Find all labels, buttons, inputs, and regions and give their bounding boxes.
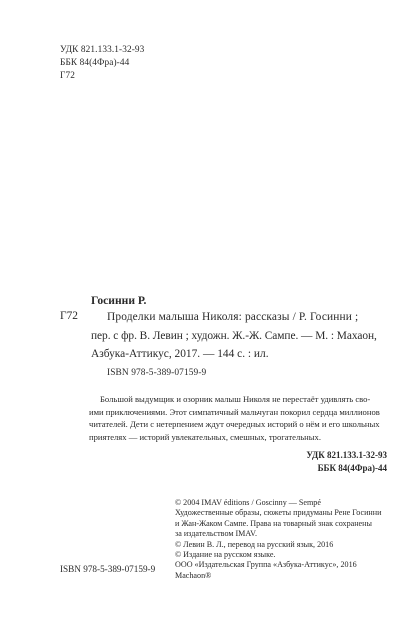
copyright-block	[175, 498, 395, 581]
copyright-line: за издательством IMAV.	[175, 529, 258, 539]
annotation	[89, 393, 389, 443]
isbn-bottom: ISBN 978-5-389-07159-9	[60, 564, 156, 574]
bbk-code: ББК 84(4Фра)-44	[60, 58, 130, 68]
copyright-line: и Жан-Жаком Сампе. Права на товарный знак сохранены	[175, 518, 372, 528]
description-line: пер. с фр. В. Левин ; художн. Ж.-Ж. Сампе. — М. : Махаон,	[91, 329, 377, 342]
catalog-author-mark: Г72	[60, 310, 78, 322]
copyright-line: Machaon®	[175, 570, 212, 580]
copyright-line: © Левин В. Л., перевод на русский язык, 2016	[175, 539, 334, 549]
annotation-line: ими приключениями. Этот симпатичный мальчуган покорил сердца миллионов	[89, 406, 380, 417]
copyright-line: Художественные образы, сюжеты придуманы Рене Госинни	[175, 508, 382, 518]
copyright-line: ООО «Издательская Группа «Азбука-Аттикус», 2016	[175, 560, 357, 570]
isbn-main: ISBN 978-5-389-07159-9	[107, 368, 207, 378]
copyright-line: © 2004 IMAV éditions / Goscinny — Sempé	[175, 498, 321, 507]
classification-block-bottom	[272, 449, 387, 475]
annotation-line: Большой выдумщик и озорник малыш Николя не перестаёт удивлять сво-	[100, 394, 371, 404]
classification-block-top	[60, 44, 144, 83]
description-line: Азбука-Аттикус, 2017. — 144 с. : ил.	[91, 348, 269, 360]
udk-code: УДК 821.133.1-32-93	[306, 450, 387, 460]
bibliographic-description	[91, 308, 381, 364]
annotation-line: приятелях — историй увлекательных, смешных, трогательных.	[89, 431, 321, 442]
copyright-line: © Издание на русском языке.	[175, 550, 276, 560]
author-mark: Г72	[60, 71, 75, 81]
description-line: Проделки малыша Николя: рассказы / Р. Госинни ;	[107, 311, 359, 323]
bbk-code: ББК 84(4Фра)-44	[317, 463, 387, 473]
author-heading: Госинни Р.	[91, 294, 147, 307]
udk-code: УДК 821.133.1-32-93	[60, 45, 145, 55]
annotation-line: читателей. Дети с нетерпением ждут очередных историй о нём и его школьных	[89, 419, 380, 430]
